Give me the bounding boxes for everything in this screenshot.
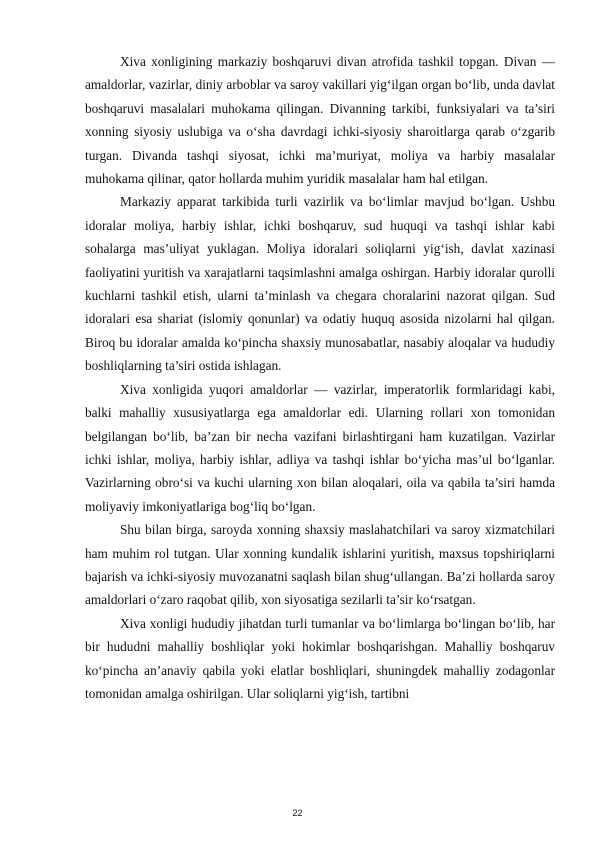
paragraph-central-administration-divan: Xiva xonligining markaziy boshqaruvi divan atrofida tashkil topgan. Divan — amaldorlar, vazirlar, diniy arboblar va saroy vakillari yig‘ilgan organ bo‘lib, unda davlat boshqaruvi masalalari muhokama qilingan. Divanning tarkibi, funksiyalari va ta’siri xonning siyosiy uslubiga va o‘sha davrdagi ichki-siyosiy sharoitlarga qarab o‘zgarib turgan. Divanda tashqi siyosat, ichki ma’muriyat, moliya va harbiy masalalar muhokama qilinar, qator hollarda muhim yuridik masalalar ham hal etilgan.	[85, 54, 555, 187]
document-body	[85, 50, 555, 705]
paragraph-regional-administration: Xiva xonligi hududiy jihatdan turli tumanlar va bo‘limlarga bo‘lingan bo‘lib, har bir hududni mahalliy boshliqlar yoki hokimlar boshqarishgan. Mahalliy boshqaruv ko‘pincha an’anaviy qabila yoki elatlar boshliqlari, shuningdek mahalliy zodagonlar tomonidan amalga oshirilgan. Ular soliqlarni yig‘ish, tartibni	[85, 615, 555, 701]
paragraph-court-advisers: Shu bilan birga, saroyda xonning shaxsiy maslahatchilari va saroy xizmatchilari ham muhim rol tutgan. Ular xonning kundalik ishlarini yuritish, maxsus topshiriqlarni bajarish va ichki-siyosiy muvozanatni saqlash bilan shug‘ullangan. Ba’zi hollarda saroy amaldorlari o‘zaro raqobat qilib, xon siyosatiga sezilarli ta’sir ko‘rsatgan.	[85, 522, 555, 608]
paragraph-high-officials-viziers: Xiva xonligida yuqori amaldorlar — vazirlar, imperatorlik formlaridagi kabi, balki mahalliy xususiyatlarga ega amaldorlar edi. Ularning rollari xon tomonidan belgilangan bo‘lib, ba’zan bir necha vazifani birlashtirgani ham kuzatilgan. Vazirlar ichki ishlar, moliya, harbiy ishlar, adliya va tashqi ishlar bo‘yicha mas’ul bo‘lganlar. Vazirlarning obro‘si va kuchi ularning xon bilan aloqalari, oila va qabila ta’siri hamda moliyaviy imkoniyatlariga bog‘liq bo‘lgan.	[85, 381, 555, 514]
paragraph-central-apparatus-departments: Markaziy apparat tarkibida turli vazirlik va bo‘limlar mavjud bo‘lgan. Ushbu idoralar moliya, harbiy ishlar, ichki boshqaruv, sud huquqi va tashqi ishlar kabi sohalarga mas’uliyat yuklagan. Moliya idoralari soliqlarni yig‘ish, davlat xazinasi faoliyatini yuritish va xarajatlarni taqsimlashni amalga oshirgan. Harbiy idoralar qurolli kuchlarni tashkil etish, ularni ta’minlash va chegara choralarini nazorat qilgan. Sud idoralari esa shariat (islomiy qonunlar) va odatiy huquq asosida nizolarni hal qilgan. Biroq bu idoralar amalda ko‘pincha shaxsiy munosabatlar, nasabiy aloqalar va hududiy boshliqlarning ta’siri ostida ishlagan.	[85, 194, 555, 374]
page-number: 22	[292, 808, 303, 818]
